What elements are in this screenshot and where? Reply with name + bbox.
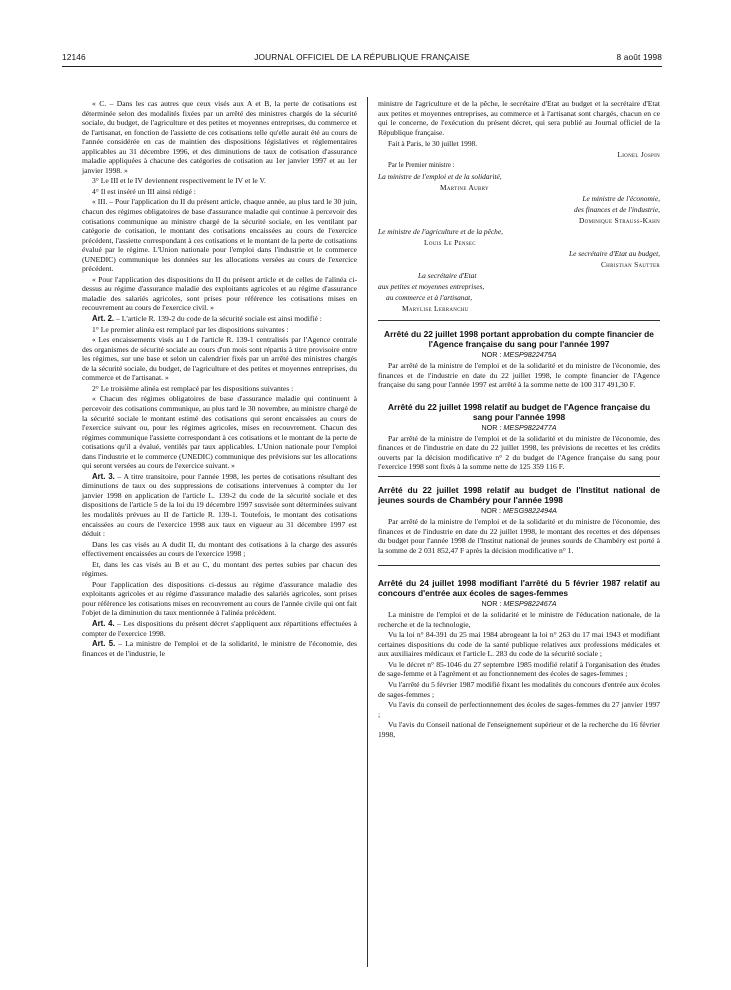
decree-body: Par arrêté de la ministre de l'emploi et de la solidarité et du ministre de l'économie, des finances et de l'industrie en date du 22 juillet 1998, les prévisions de recettes et les crédits ouverts par la décision modificative n° 2 du budget de l'Agence française du sang pour l'exercice 1998 sont fixés à la somme nette de 125 359 116 F.: [378, 433, 660, 472]
article-label: Art. 3.: [92, 471, 115, 481]
article-2: [82, 314, 357, 324]
decree-paragraph: Vu la loi n° 84-391 du 25 mai 1984 abrogeant la loi n° 263 du 17 mai 1943 et modifiant certaines dispositions du code de la santé publique relatives aux professions médicales et aux auxiliaires médicaux et l'article L. 283 du code de la sécurité sociale ;: [378, 630, 660, 659]
issue-date: 8 août 1998: [616, 52, 662, 62]
nor-reference: NOR : MESP9822475A: [481, 350, 557, 360]
article-text: – Les dispositions du présent décret s'appliquent aux répartitions effectuées à compter de l'exercice 1998.: [82, 618, 357, 638]
article-text: – L'article R. 139-2 du code de la sécurité sociale est ainsi modifié :: [114, 314, 322, 324]
decree-2: [378, 402, 660, 472]
decree-title: Arrêté du 22 juillet 1998 portant approbation du compte financier de l'Agence française du sang pour l'année 1997: [384, 329, 654, 350]
decree-paragraph: Vu l'avis du Conseil national de l'enseignement supérieur et de la recherche du 16 février 1998,: [378, 720, 660, 739]
signatory-name: Marylise Lebranchu: [402, 304, 469, 314]
article-4: [82, 619, 357, 638]
paragraph: « C. – Dans les cas autres que ceux visés aux A et B, la perte de cotisations est déterminée selon des modalités fixées par un arrêté des ministres chargés de la sécurité sociale, du budget, de l'agriculture et des petites et moyennes entreprises, du commerce et de l'artisanat, en fonction de l'assiette de ces cotisations telle qu'elle aurait été au cours de l'année considérée en cas de maintien des dispositions législatives et réglementaires applicables au 31 décembre 1996, et des diminutions de taux de cotisation d'assurance maladie appliquées à chacune des catégories de cotisation au 1er janvier 1997 et au 1er janvier 1998. »: [82, 99, 357, 175]
paragraph: « III. – Pour l'application du II du présent article, chaque année, au plus tard le 30 juin, chacun des régimes obligatoires de base d'assurance maladie qui continue à percevoir des cotisations communique au ministre chargé de la sécurité sociale, en les ventilant par catégorie de cotisation, le montant des cotisations encaissées au cours de l'exercice précédent, l'assiette correspondant à ces cotisations et le montant de la perte de cotisations évalué par le régime. L'Union nationale pour l'emploi dans l'industrie et le commerce (UNEDIC) communique les données sur les allocations versées au cours de l'exercice précédent.: [82, 197, 357, 274]
place-date: Fait à Paris, le 30 juillet 1998.: [388, 139, 478, 149]
decree-1: [378, 329, 660, 390]
signatory-title: des finances et de l'industrie,: [574, 205, 660, 215]
decree-4: [378, 578, 660, 739]
signatory-title: Le ministre de l'économie,: [582, 194, 660, 204]
paragraph: « Chacun des régimes obligatoires de base d'assurance maladie qui continuent à percevoir des cotisations communique, au plus tard le 30 novembre, au ministre chargé de la sécurité sociale le montant estimé des cotisations qui seront encaissées au cours de l'exercice suivant ou, pour les régimes agricoles, mises en recouvrement. Chacun des régimes communique l'assiette correspondant à ces cotisations et le montant de la perte de cotisations qu'il a évalué, ventilés par taux applicables. L'Union nationale pour l'emploi dans l'industrie et le commerce (UNEDIC) communique des prévisions sur les allocations qui seront versées au cours de l'exercice suivant. »: [82, 394, 357, 471]
article-text: – La ministre de l'emploi et de la solidarité, le ministre de l'économie, des finances et de l'industrie, le: [82, 639, 357, 658]
decree-body: Par arrêté de la ministre de l'emploi et de la solidarité et du ministre de l'économie, des finances et de l'industrie en date du 22 juillet 1998, le montant des recettes et des dépenses du budget pour l'année 1998 de l'Institut national de jeunes sourds de Chambéry est porté à la somme de 2 031 852,47 F après la décision modificative n° 1.: [378, 517, 660, 555]
signatory-title: au commerce et à l'artisanat,: [386, 293, 473, 303]
decree-title: Arrêté du 22 juillet 1998 relatif au budget de l'Institut national de jeunes sourds de Chambéry pour l'année 1998: [378, 485, 660, 506]
nor-reference: NOR : MESP9822477A: [481, 422, 557, 432]
signature-block: [378, 138, 660, 314]
signatory-name: Louis Le Pensec: [424, 238, 476, 248]
paragraph: « Pour l'application des dispositions du II du présent article et de celles de l'alinéa ci-dessus au régime d'assurance maladie des exploitants agricoles et au régime d'assurance maladie des salariés agricoles, sont prises pour référence les cotisations mises en recouvrement au cours de l'exercice civil. »: [82, 274, 357, 313]
paragraph: 1° Le premier alinéa est remplacé par les dispositions suivantes :: [92, 324, 289, 334]
signatory-title: aux petites et moyennes entreprises,: [378, 282, 485, 292]
journal-title: JOURNAL OFFICIEL DE LA RÉPUBLIQUE FRANÇAISE: [254, 52, 470, 62]
section-rule: [378, 476, 660, 477]
article-5: [82, 639, 357, 658]
right-column: [378, 99, 660, 740]
section-rule: [378, 320, 660, 321]
decree-body: Par arrêté de la ministre de l'emploi et de la solidarité et du ministre de l'économie, des finances et de l'industrie en date du 22 juillet 1998, le compte financier de l'Agence française du sang pour l'année 1997 est arrêté à la somme nette de 100 317 491,30 F.: [378, 361, 660, 390]
article-3: [82, 472, 357, 539]
paragraph: Dans les cas visés au A dudit II, du montant des cotisations à la charge des assurés effectivement encaissées au cours de l'exercice 1998 ;: [82, 539, 357, 559]
page-number: 12146: [62, 52, 86, 62]
paragraph: ministre de l'agriculture et de la pêche, le secrétaire d'Etat au budget et la secrétaire d'Etat aux petites et moyennes entreprises, au commerce et à l'artisanat sont chargés, chacun en ce qui le concerne, de l'exécution du présent décret, qui sera publié au Journal officiel de la République française.: [378, 99, 660, 137]
nor-reference: NOR : MESG9822494A: [481, 506, 557, 516]
paragraph: « Les encaissements visés au I de l'article R. 139-1 centralisés par l'Agence centrale des organismes de sécurité sociale au cours d'un mois sont répartis à titre provisoire entre les régimes, sur une base et selon un calendrier fixés par un arrêté des ministres chargés de la sécurité sociale, du budget, de l'agriculture et des petites et moyennes entreprises, du commerce et de l'artisanat. »: [82, 335, 357, 383]
decree-paragraph: La ministre de l'emploi et de la solidarité et le ministre de l'éducation nationale, de la recherche et de la technologie,: [378, 610, 660, 629]
paragraph: Pour l'application des dispositions ci-dessus au régime d'assurance maladie des exploitants agricoles et au régime d'assurance maladie des salariés agricoles, sont prises pour référence les cotisations mises en recouvrement au cours de l'année civile qui ont fait l'objet de la diminution du taux mentionnée à l'alinéa précédent.: [82, 579, 357, 618]
paragraph: 2° Le troisième alinéa est remplacé par les dispositions suivantes :: [92, 383, 294, 393]
decree-3: [378, 485, 660, 555]
decree-paragraph: Vu l'arrêté du 5 février 1987 modifié fixant les modalités du concours d'entrée aux écoles de sages-femmes ;: [378, 680, 660, 699]
decree-title: Arrêté du 22 juillet 1998 relatif au budget de l'Agence française du sang pour l'année 1998: [387, 401, 651, 422]
nor-reference: NOR : MESP9822467A: [481, 599, 557, 609]
article-label: Art. 5.: [92, 639, 116, 649]
signatory-name: Christian Sautter: [600, 260, 660, 270]
decree-paragraph: Vu le décret n° 85-1046 du 27 septembre 1985 modifié relatif à l'organisation des études de sage-femme et à l'agrément et au fonctionnement des écoles de sages-femmes ;: [378, 659, 660, 679]
column-divider: [367, 97, 368, 967]
paragraph: Et, dans les cas visés au B et au C, du montant des pertes subies par chacun des régimes.: [82, 559, 357, 579]
article-text: – A titre transitoire, pour l'année 1998, les pertes de cotisations résultant des diminutions de taux ou des suppressions de cotisations intervenues à compter du 1er janvier 1998 en application de l'article L. 139-2 du code de la sécurité sociale et des dispositions de l'article 5 de la loi du 19 décembre 1997 susvisée sont déterminées suivant les modalités prévues au II de l'article R. 139-1. Toutefois, le montant des cotisations encaissées au cours de l'exercice 1998 aux taux en vigueur au 31 décembre 1997 est déduit :: [82, 471, 357, 539]
page-header: [62, 52, 662, 66]
section-rule: [378, 565, 660, 566]
article-label: Art. 2.: [92, 314, 115, 324]
signatory-name: Dominique Strauss-Kahn: [579, 216, 660, 226]
header-rule: [62, 66, 662, 67]
signatory-title: Le ministre de l'agriculture et de la pêche,: [378, 227, 504, 237]
signatory-name: Lionel Jospin: [617, 150, 660, 160]
signature-by: Par le Premier ministre :: [388, 162, 455, 170]
decree-paragraph: Vu l'avis du conseil de perfectionnement des écoles de sages-femmes du 27 janvier 1997 ;: [378, 700, 660, 719]
signatory-title: Le secrétaire d'Etat au budget,: [568, 249, 660, 259]
left-column: [82, 99, 357, 659]
paragraph: 3° Le III et le IV deviennent respectivement le IV et le V.: [92, 176, 266, 186]
article-label: Art. 4.: [92, 618, 115, 628]
paragraph: 4° Il est inséré un III ainsi rédigé :: [92, 186, 196, 196]
signatory-title: La secrétaire d'Etat: [418, 271, 477, 281]
signatory-title: La ministre de l'emploi et de la solidarité,: [378, 172, 502, 182]
decree-title: Arrêté du 24 juillet 1998 modifiant l'arrêté du 5 février 1987 relatif au concours d'entrée aux écoles de sages-femmes: [378, 578, 660, 599]
signatory-name: Martine Aubry: [440, 183, 489, 193]
